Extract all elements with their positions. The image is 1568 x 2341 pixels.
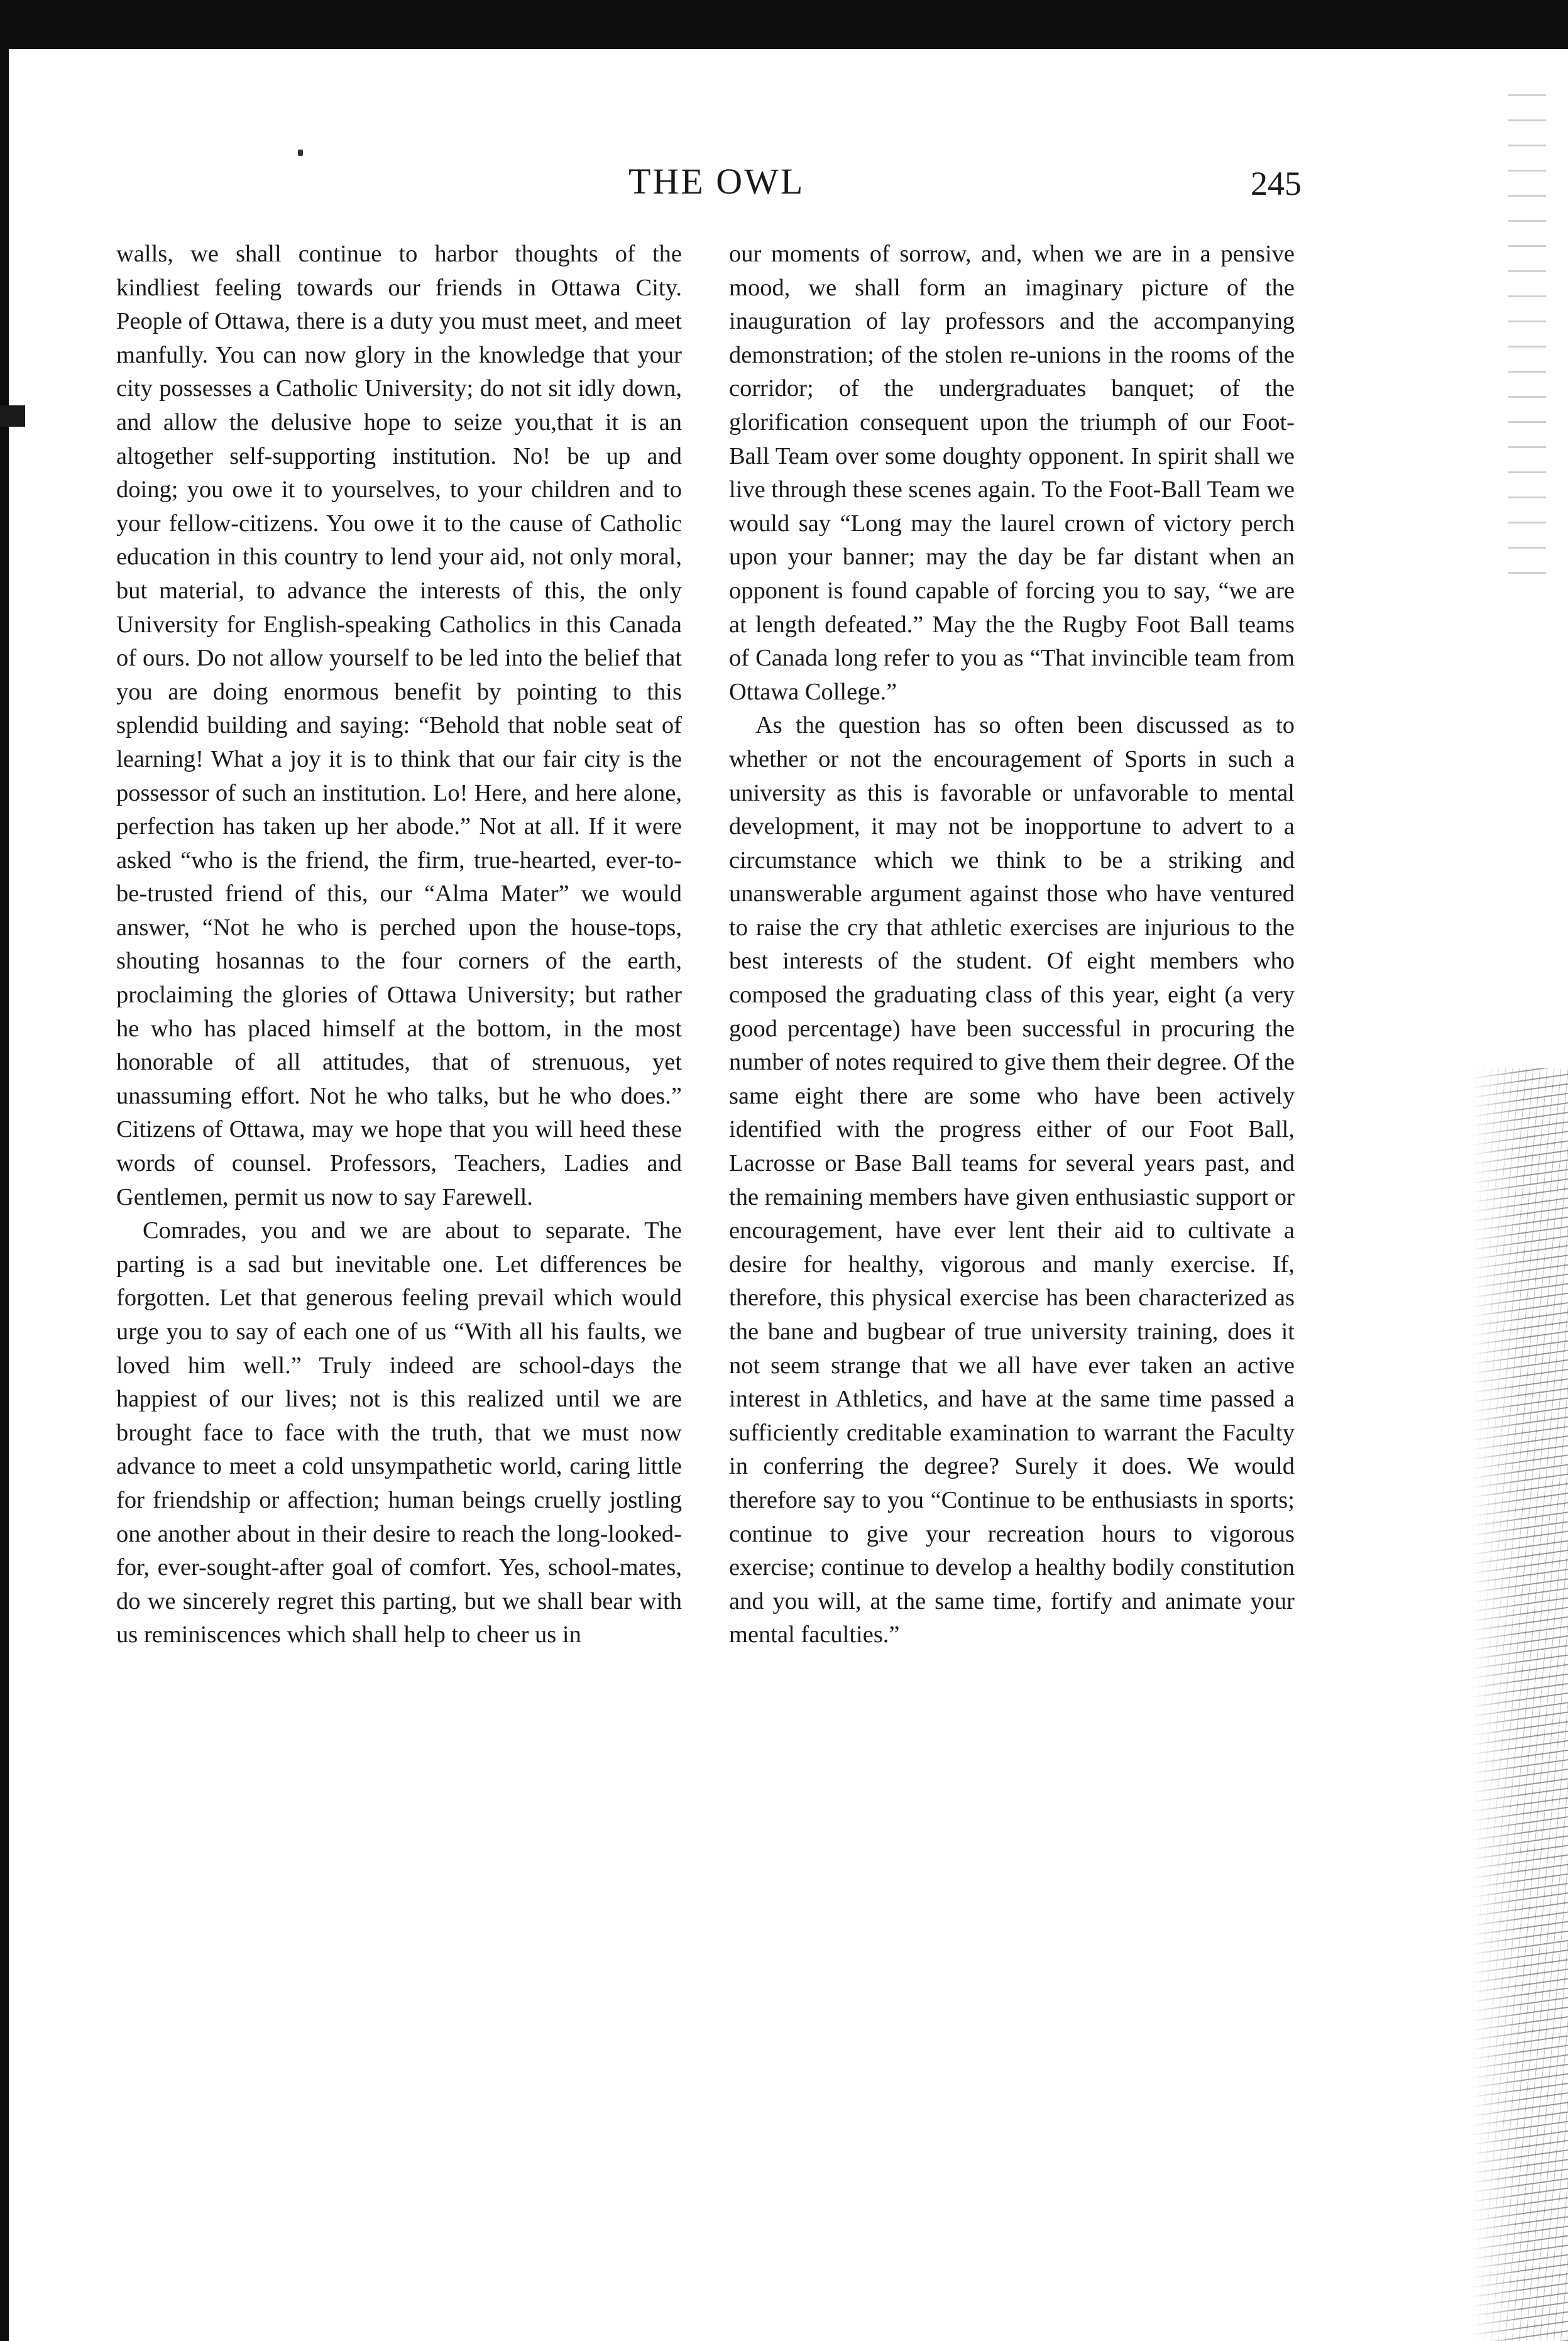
paragraph: walls, we shall continue to harbor thoughts of the kindliest feeling towards our friends in Ottawa City. People of Ottawa, there is a duty you must meet, and meet manfully. You can now glory in the knowledge that your city possesses a Catholic University; do not sit idly down, and allow the delusive hope to seize you,that it is an altogether self-supporting institution. No! be up and doing; you owe it to yourselves, to your children and to your fellow-citizens. You owe it to the cause of Catholic education in this country to lend your aid, not only moral, but material, to advance the interests of this, the only University for English-speaking Catholics in this Canada of ours. Do not allow yourself to be led into the belief that you are doing enormous benefit by pointing to this splendid building and saying: “Behold that noble seat of learning! What a joy it is to think that our fair city is the possessor of such an institution. Lo! Here, and here alone, perfection has taken up her abode.” Not at all. If it were asked “who is the friend, the firm, true-hearted, ever-to-be-trusted friend of this, our “Alma Mater” we would answer, “Not he who is perched upon the house-tops, shouting hosannas to the four corners of the earth, proclaiming the glories of Ottawa University; but rather he who has placed himself at the bottom, in the most honorable of all attitudes, that of strenuous, yet unassuming effort. Not he who talks, but he who does.” Citizens of Ottawa, may we hope that you will heed these words of counsel. Professors, Teachers, Ladies and Gentlemen, permit us now to say Farewell. — [116, 241, 682, 1210]
page-number: 245 — [1251, 165, 1302, 202]
scan-artifact-mark — [0, 405, 25, 427]
running-head — [0, 160, 1568, 217]
paragraph: As the question has so often been discussed as to whether or not the encouragement of Sports in such a university as this is favorable or unfavorable to mental development, it may not be inopportune to advert to a circumstance which we think to be a striking and unanswerable argument against those who have ventured to raise the cry that athletic exercises are injurious to the best interests of the student. Of eight members who composed the graduating class of this year, eight (a very good percentage) have been successful in procuring the number of notes required to give them their degree. Of the same eight there are some who have been actively identified with the progress either of our Foot Ball, Lacrosse or Base Ball teams for several years past, and the remaining members have given enthusiastic support or encouragement, have ever lent their aid to cultivate a desire for healthy, vigorous and manly exercise. If, therefore, this physical exercise has been characterized as the bane and bugbear of true university training, does it not seem strange that we all have ever taken an active interest in Athletics, and have at the same time passed a sufficiently creditable examination to warrant the Faculty in conferring the degree? Surely it does. We would therefore say to you “Continue to be enthusiasts in sports; continue to give your recreation hours to vigorous exercise; continue to develop a healthy bodily constitution and you will, at the same time, fortify and animate your mental faculties.” — [729, 712, 1295, 1648]
left-column — [116, 238, 682, 1652]
scan-artifact-speck — [298, 150, 303, 156]
right-column — [729, 238, 1295, 1652]
scan-artifact-dot — [398, 53, 406, 60]
scan-border-top — [0, 0, 1568, 49]
paragraph: our moments of sorrow, and, when we are in a pensive mood, we shall form an imaginary picture of the inauguration of lay professors and the accompanying demonstration; of the stolen re-unions in the rooms of the corridor; of the undergraduates banquet; of the glorification consequent upon the triumph of our Foot-Ball Team over some doughty opponent. In spirit shall we live through these scenes again. To the Foot-Ball Team we would say “Long may the laurel crown of victory perch upon your banner; may the day be far distant when an opponent is found capable of forcing you to say, “we are at length defeated.” May the the Rugby Foot Ball teams of Canada long refer to you as “That invincible team from Ottawa College.” — [729, 241, 1295, 705]
paragraph: Comrades, you and we are about to separate. The parting is a sad but inevitable one. Let differences be forgotten. Let that generous feeling prevail which would urge you to say of each one of us “With all his faults, we loved him well.” Truly indeed are school-days the happiest of our lives; not is this realized until we are brought face to face with the truth, that we must now advance to meet a cold unsympathetic world, caring little for friendship or affection; human beings cruelly jostling one another about in their desire to reach the long-looked-for, ever-sought-after goal of comfort. Yes, school-mates, do we sincerely regret this parting, but we shall bear with us reminiscences which shall help to cheer us in — [116, 1217, 682, 1648]
scan-border-left — [0, 0, 9, 2341]
scan-artifact-right-edge — [1471, 1068, 1568, 2341]
journal-title: THE OWL — [628, 161, 805, 202]
